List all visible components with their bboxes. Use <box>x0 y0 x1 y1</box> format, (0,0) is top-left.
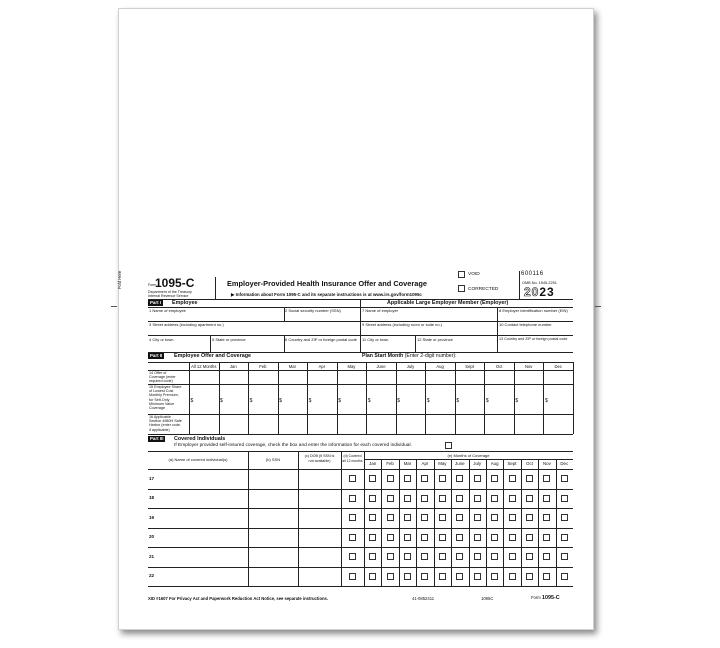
covered-dob-field[interactable] <box>298 547 341 567</box>
field-1: 1 Name of employee <box>149 308 186 313</box>
coverage-month-checkbox[interactable] <box>561 514 568 521</box>
field-7: 7 Name of employer <box>362 308 399 313</box>
header-divider-right <box>519 271 520 299</box>
coverage-month-checkbox[interactable] <box>404 475 411 482</box>
covered-dob-field[interactable] <box>298 508 341 528</box>
rule <box>497 321 498 335</box>
plan-start-label: Plan Start Month <box>362 353 404 359</box>
part1-employer-title: Applicable Large Employer Member (Employer) <box>387 300 509 306</box>
coverage-month-checkbox[interactable] <box>543 534 550 541</box>
coverage-month-checkbox[interactable] <box>404 573 411 580</box>
row16-label: Harbor (enter code, <box>149 423 181 428</box>
dollar-sign: $ <box>544 398 548 404</box>
rule <box>284 307 285 321</box>
plan-start-hint: (Enter 2-digit number): <box>404 353 457 359</box>
col-e-header: (e) Months of Coverage <box>447 452 490 458</box>
tax-year-suffix: 23 <box>539 285 555 299</box>
col-d-header: (d) Covered <box>343 454 362 458</box>
coverage-month-checkbox[interactable] <box>439 495 446 502</box>
covered-name-field[interactable] <box>156 489 248 509</box>
covered-ssn-field[interactable] <box>248 547 298 567</box>
part2-label: Part II <box>150 353 163 358</box>
field-9: 9 Street address (including room or suite no.) <box>362 322 443 327</box>
field-12: 12 State or province <box>417 337 453 342</box>
row16-cell[interactable] <box>278 414 308 434</box>
col-d-header: all 12 months <box>342 458 363 463</box>
coverage-month-checkbox[interactable] <box>543 514 550 521</box>
covered-name-field[interactable] <box>156 528 248 548</box>
covered-all-months-checkbox[interactable] <box>349 514 356 521</box>
row-number: 18 <box>149 495 155 501</box>
field-5: 5 State or province <box>212 337 246 342</box>
fold-line <box>111 306 117 307</box>
row15-cell[interactable] <box>455 384 485 414</box>
coverage-month-checkbox[interactable] <box>421 495 428 502</box>
coverage-month-checkbox[interactable] <box>509 514 516 521</box>
form-label: Form <box>148 283 157 287</box>
col-a-header: (a) Name of covered individual(s) <box>168 457 228 462</box>
coverage-month-checkbox[interactable] <box>456 475 463 482</box>
covered-all-months-checkbox[interactable] <box>349 573 356 580</box>
coverage-month-checkbox[interactable] <box>474 573 481 580</box>
dollar-sign: $ <box>279 398 282 404</box>
coverage-month-checkbox[interactable] <box>439 534 446 541</box>
row16-label: Section 4980H Safe <box>149 419 182 424</box>
coverage-month-header: Jan <box>369 461 377 466</box>
rule <box>497 335 498 352</box>
row14-cell[interactable] <box>484 370 514 384</box>
coverage-month-checkbox[interactable] <box>474 495 481 502</box>
row14-cell[interactable] <box>337 370 367 384</box>
row16-cell[interactable] <box>189 414 219 434</box>
dollar-sign: $ <box>485 398 489 404</box>
row14-label: required code) <box>149 379 173 384</box>
dollar-sign: $ <box>397 398 401 404</box>
coverage-month-header: Mar <box>403 461 412 466</box>
coverage-month-checkbox[interactable] <box>439 514 446 521</box>
coverage-month-checkbox[interactable] <box>387 495 394 502</box>
coverage-month-header: May <box>438 461 447 466</box>
coverage-month-header: Oct <box>526 461 533 466</box>
coverage-month-checkbox[interactable] <box>369 553 376 560</box>
covered-name-field[interactable] <box>156 567 248 587</box>
row14-cell[interactable] <box>514 370 544 384</box>
row14-cell[interactable] <box>307 370 337 384</box>
coverage-month-checkbox[interactable] <box>369 514 376 521</box>
plan-start-month <box>362 354 457 359</box>
month-header: July <box>406 363 415 369</box>
coverage-month-checkbox[interactable] <box>421 534 428 541</box>
omb-number: OMB No. 1545-2251 <box>522 281 557 285</box>
row14-cell[interactable] <box>278 370 308 384</box>
part3-title: Covered Individuals <box>174 436 226 442</box>
coverage-month-checkbox[interactable] <box>456 534 463 541</box>
part3-instruction: If Employer provided self-insured coverage, check the box and enter the information for each covered individual. <box>174 443 412 448</box>
row16-cell[interactable] <box>337 414 367 434</box>
row14-cell[interactable] <box>425 370 455 384</box>
coverage-month-checkbox[interactable] <box>474 475 481 482</box>
grid-rule <box>148 586 573 587</box>
row15-cell[interactable] <box>248 384 278 414</box>
row14-label: 14 Offer of <box>149 371 167 375</box>
coverage-month-header: Apr <box>421 461 429 466</box>
coverage-month-checkbox[interactable] <box>404 534 411 541</box>
coverage-month-checkbox[interactable] <box>526 495 533 502</box>
coverage-month-checkbox[interactable] <box>387 573 394 580</box>
fold-here-label: Fold Here <box>117 270 122 289</box>
field-2: 2 Social security number (SSN) <box>285 308 341 313</box>
row15-cell[interactable] <box>396 384 426 414</box>
dollar-sign: $ <box>426 398 430 404</box>
field-6: 6 Country and ZIP or foreign postal code <box>285 337 357 342</box>
row16-cell[interactable] <box>455 414 485 434</box>
coverage-month-checkbox[interactable] <box>421 573 428 580</box>
covered-ssn-field[interactable] <box>248 528 298 548</box>
coverage-month-checkbox[interactable] <box>491 514 498 521</box>
rule <box>148 335 573 336</box>
row14-cell[interactable] <box>543 370 573 384</box>
coverage-month-checkbox[interactable] <box>561 495 568 502</box>
rule <box>415 335 416 352</box>
coverage-month-checkbox[interactable] <box>456 495 463 502</box>
coverage-month-checkbox[interactable] <box>404 514 411 521</box>
rule <box>497 307 498 321</box>
void-label: VOID <box>468 272 480 277</box>
coverage-month-header: Nov <box>542 461 551 466</box>
row14-cell[interactable] <box>366 370 396 384</box>
footer-form <box>531 595 560 601</box>
row15-label: 15 Employee Share <box>149 385 182 389</box>
row16-cell[interactable] <box>514 414 544 434</box>
fold-line-right <box>595 306 601 307</box>
row15-label: Coverage <box>149 406 165 410</box>
coverage-month-checkbox[interactable] <box>369 534 376 541</box>
dollar-sign: $ <box>456 398 460 404</box>
covered-all-months-checkbox[interactable] <box>349 475 356 482</box>
covered-dob-field[interactable] <box>298 567 341 587</box>
row15-cell[interactable] <box>514 384 544 414</box>
covered-dob-field[interactable] <box>298 489 341 509</box>
form-info: ▶ Information about Form 1095-C and its separate instructions is at www.irs.gov/form1095c <box>231 292 422 297</box>
row16-cell[interactable] <box>219 414 249 434</box>
coverage-month-header: Dec <box>560 461 569 466</box>
coverage-month-checkbox[interactable] <box>491 573 498 580</box>
row16-label: 16 Applicable <box>149 415 171 419</box>
month-header: Feb <box>259 363 267 369</box>
month-header: Mar <box>288 363 296 369</box>
row-number: 19 <box>149 514 155 520</box>
field-4: 4 City or town <box>149 337 174 342</box>
month-header: Jan <box>229 363 237 369</box>
coverage-month-checkbox[interactable] <box>474 553 481 560</box>
coverage-month-checkbox[interactable] <box>526 573 533 580</box>
footer-form-code: 1095C <box>481 596 494 601</box>
row14-cell[interactable] <box>189 370 219 384</box>
row15-label: Minimum Value <box>149 401 175 406</box>
row15-cell[interactable] <box>189 384 219 414</box>
coverage-month-checkbox[interactable] <box>561 553 568 560</box>
footer-cat-number: 41-0852411 <box>412 596 435 601</box>
form-code: 600116 <box>521 271 544 277</box>
coverage-month-checkbox[interactable] <box>387 553 394 560</box>
footer-form-label: Form <box>531 595 541 600</box>
department-label: Department of the Treasury <box>148 290 192 294</box>
grid-col-rule <box>573 362 574 434</box>
month-header: Sept <box>465 363 474 369</box>
covered-name-field[interactable] <box>156 469 248 489</box>
covered-all-months-checkbox[interactable] <box>349 534 356 541</box>
covered-name-field[interactable] <box>156 508 248 528</box>
coverage-month-checkbox[interactable] <box>404 495 411 502</box>
coverage-month-checkbox[interactable] <box>456 514 463 521</box>
field-13: 13 Country and ZIP or foreign postal code <box>499 337 568 341</box>
corrected-label: CORRECTED <box>468 287 499 292</box>
corrected-checkbox[interactable] <box>458 285 465 292</box>
dollar-sign: $ <box>220 398 223 404</box>
form-number: 1095-C <box>155 276 195 290</box>
row15-cell[interactable] <box>307 384 337 414</box>
coverage-month-checkbox[interactable] <box>526 514 533 521</box>
coverage-month-checkbox[interactable] <box>421 475 428 482</box>
coverage-month-checkbox[interactable] <box>543 553 550 560</box>
coverage-month-checkbox[interactable] <box>387 534 394 541</box>
row16-cell[interactable] <box>396 414 426 434</box>
covered-all-months-checkbox[interactable] <box>349 495 356 502</box>
plan-start-month-box[interactable] <box>456 353 474 361</box>
coverage-month-checkbox[interactable] <box>543 495 550 502</box>
coverage-month-checkbox[interactable] <box>491 553 498 560</box>
row15-cell[interactable] <box>337 384 367 414</box>
field-11: 11 City or town <box>362 337 389 342</box>
coverage-month-checkbox[interactable] <box>474 514 481 521</box>
part1-center-rule <box>360 300 361 352</box>
dollar-sign: $ <box>515 398 519 404</box>
dollar-sign: $ <box>249 398 253 404</box>
coverage-month-checkbox[interactable] <box>439 573 446 580</box>
row16-cell[interactable] <box>425 414 455 434</box>
month-header: Apr <box>318 363 326 369</box>
col-b-header: (b) SSN <box>265 457 281 462</box>
row14-label: Coverage (enter <box>149 375 176 380</box>
field-10: 10 Contact telephone number <box>499 322 552 327</box>
col-c-header: (c) DOB (if SSN is <box>304 454 335 458</box>
tax-year-prefix: 20 <box>524 285 540 299</box>
coverage-month-checkbox[interactable] <box>509 534 516 541</box>
row16-cell[interactable] <box>248 414 278 434</box>
coverage-month-header: Sept <box>507 461 517 466</box>
row14-cell[interactable] <box>248 370 278 384</box>
coverage-month-checkbox[interactable] <box>526 475 533 482</box>
coverage-month-checkbox[interactable] <box>509 573 516 580</box>
coverage-month-checkbox[interactable] <box>509 495 516 502</box>
month-header: Dec <box>554 363 562 369</box>
coverage-month-checkbox[interactable] <box>561 573 568 580</box>
coverage-month-header: Feb <box>386 461 394 466</box>
row16-cell[interactable] <box>307 414 337 434</box>
row-number: 22 <box>149 573 155 579</box>
dollar-sign: $ <box>338 398 341 404</box>
coverage-month-checkbox[interactable] <box>404 553 411 560</box>
covered-dob-field[interactable] <box>298 528 341 548</box>
field-3: 3 Street address (including apartment no.) <box>149 322 224 327</box>
coverage-month-checkbox[interactable] <box>439 475 446 482</box>
month-header: May <box>347 363 356 369</box>
coverage-month-header: June <box>455 461 465 466</box>
grid-rule <box>364 459 573 460</box>
col-c-header: not available) <box>308 458 331 463</box>
covered-ssn-field[interactable] <box>248 489 298 509</box>
coverage-month-checkbox[interactable] <box>421 553 428 560</box>
dollar-sign: $ <box>308 398 312 404</box>
row-number: 17 <box>149 475 155 481</box>
part2-title: Employee Offer and Coverage <box>174 353 251 359</box>
row14-cell[interactable] <box>219 370 249 384</box>
coverage-month-checkbox[interactable] <box>543 475 550 482</box>
coverage-month-checkbox[interactable] <box>369 573 376 580</box>
form-title: Employer-Provided Health Insurance Offer and Coverage <box>227 279 428 288</box>
row-number: 21 <box>149 553 155 559</box>
coverage-month-checkbox[interactable] <box>491 475 498 482</box>
coverage-month-header: July <box>473 461 482 466</box>
coverage-month-checkbox[interactable] <box>491 495 498 502</box>
month-header: June <box>376 363 386 369</box>
coverage-month-checkbox[interactable] <box>369 475 376 482</box>
row-number: 20 <box>149 534 155 540</box>
month-header: All 12 Months <box>191 363 217 369</box>
row16-cell[interactable] <box>484 414 514 434</box>
coverage-month-header: Aug <box>490 461 499 466</box>
covered-ssn-field[interactable] <box>248 469 298 489</box>
coverage-month-checkbox[interactable] <box>387 475 394 482</box>
dollar-sign: $ <box>190 398 194 404</box>
coverage-month-checkbox[interactable] <box>526 553 533 560</box>
row14-cell[interactable] <box>455 370 485 384</box>
coverage-month-checkbox[interactable] <box>456 573 463 580</box>
row16-cell[interactable] <box>366 414 396 434</box>
row15-label: for Self-Only <box>149 397 170 402</box>
part3-label: Part III <box>150 436 164 441</box>
part1-label: Part I <box>150 300 161 305</box>
covered-dob-field[interactable] <box>298 469 341 489</box>
coverage-month-checkbox[interactable] <box>387 514 394 521</box>
month-header: Nov <box>524 363 533 369</box>
row16-label: if applicable) <box>149 427 170 432</box>
header-divider-left <box>215 277 216 299</box>
irs-label: Internal Revenue Service <box>148 294 189 298</box>
row16-cell[interactable] <box>543 414 573 434</box>
dollar-sign: $ <box>367 398 371 404</box>
field-8: 8 Employer identification number (EIN) <box>499 308 568 313</box>
coverage-month-checkbox[interactable] <box>439 553 446 560</box>
void-checkbox[interactable] <box>458 271 465 278</box>
footer-notice: XID #1607 For Privacy Act and Paperwork Reduction Act Notice, see separate instructions. <box>148 596 329 601</box>
grid-rule <box>148 434 573 435</box>
covered-ssn-field[interactable] <box>248 567 298 587</box>
coverage-month-checkbox[interactable] <box>526 534 533 541</box>
coverage-month-checkbox[interactable] <box>456 553 463 560</box>
covered-ssn-field[interactable] <box>248 508 298 528</box>
rule <box>210 335 211 352</box>
coverage-month-checkbox[interactable] <box>491 534 498 541</box>
coverage-month-checkbox[interactable] <box>561 534 568 541</box>
footer-form-number: 1095-C <box>541 595 560 601</box>
coverage-month-checkbox[interactable] <box>561 475 568 482</box>
coverage-month-checkbox[interactable] <box>369 495 376 502</box>
coverage-month-checkbox[interactable] <box>543 573 550 580</box>
coverage-month-checkbox[interactable] <box>474 534 481 541</box>
month-header: Aug <box>436 363 444 369</box>
self-insured-checkbox[interactable] <box>445 442 452 449</box>
coverage-month-checkbox[interactable] <box>509 475 516 482</box>
covered-name-field[interactable] <box>156 547 248 567</box>
row15-cell[interactable] <box>278 384 308 414</box>
coverage-month-checkbox[interactable] <box>509 553 516 560</box>
month-header: Oct <box>495 363 503 369</box>
row15-label: of Lowest Cost <box>149 389 174 394</box>
covered-all-months-checkbox[interactable] <box>349 553 356 560</box>
row14-cell[interactable] <box>396 370 426 384</box>
part1-title: Employee <box>172 300 198 306</box>
form-sheet <box>118 8 594 630</box>
tax-year <box>524 286 555 299</box>
row15-label: Monthly Premium, <box>149 393 179 398</box>
coverage-month-checkbox[interactable] <box>421 514 428 521</box>
